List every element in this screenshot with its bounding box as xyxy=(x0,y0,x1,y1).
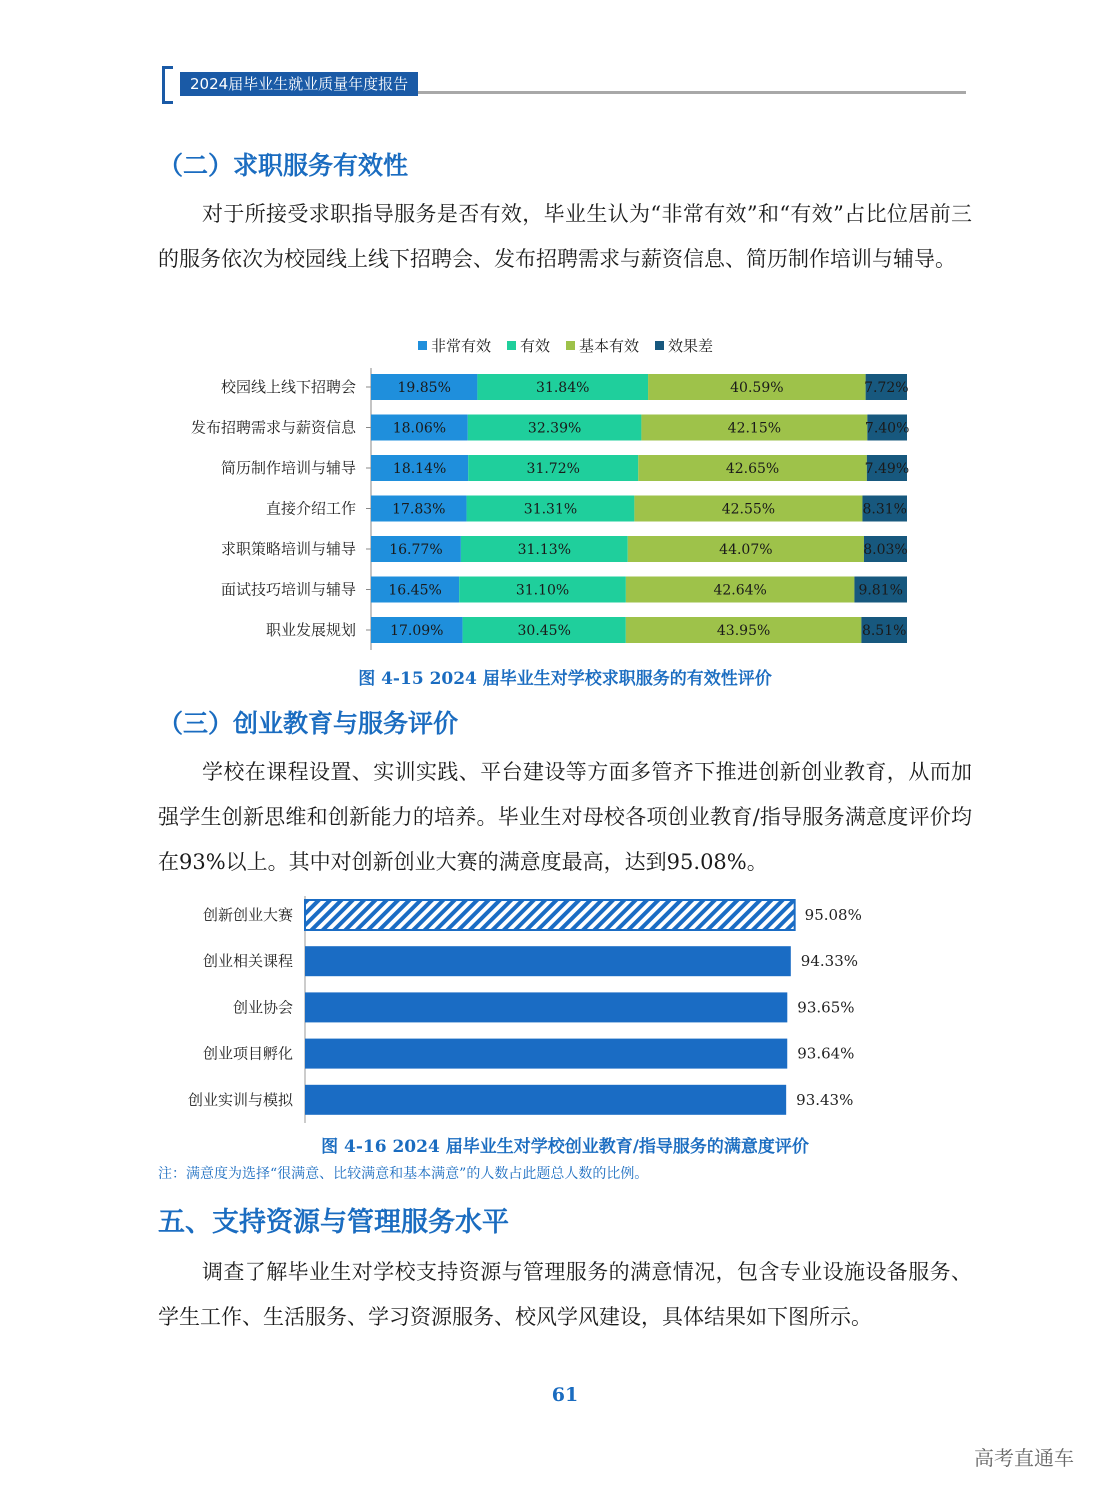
page-number: 61 xyxy=(551,1384,579,1406)
paragraph-job-service: 对于所接受求职指导服务是否有效，毕业生认为“非常有效”和“有效”占比位居前三的服务依次为校园线上线下招聘会、发布招聘需求与薪资信息、简历制作培训与辅导。 xyxy=(158,202,972,271)
data-label-5-0: 16.45% xyxy=(388,582,442,599)
bar-2 xyxy=(305,992,787,1022)
legend-swatch-1 xyxy=(507,341,516,350)
category-label-0: 校园线上线下招聘会 xyxy=(220,378,356,396)
figure-note: 注：满意度为选择“很满意、比较满意和基本满意”的人数占此题总人数的比例。 xyxy=(158,1166,649,1182)
data-label-6-3: 8.51% xyxy=(861,623,907,639)
data-label-3-3: 8.31% xyxy=(862,501,907,518)
legend-swatch-0 xyxy=(418,341,427,350)
value-label-3: 93.64% xyxy=(797,1044,855,1063)
legend-swatch-2 xyxy=(566,341,575,350)
category-label-4: 创业实训与模拟 xyxy=(187,1090,293,1109)
data-label-2-2: 42.65% xyxy=(725,461,780,477)
paragraph-support-resources: 调查了解毕业生对学校支持资源与管理服务的满意情况，包含专业设施设备服务、学生工作、生活服务、学习资源服务、校风学风建设，具体结果如下图所示。 xyxy=(158,1260,972,1329)
header-bracket xyxy=(162,66,173,104)
data-label-1-0: 18.06% xyxy=(392,420,447,437)
legend-swatch-3 xyxy=(655,341,664,350)
data-label-1-2: 42.15% xyxy=(727,420,782,437)
value-label-4: 93.43% xyxy=(796,1090,854,1109)
bar-0 xyxy=(305,900,795,930)
data-label-2-0: 18.14% xyxy=(392,461,447,477)
data-label-2-3: 7.49% xyxy=(864,461,910,477)
paragraph-entrepreneurship: 学校在课程设置、实训实践、平台建设等方面多管齐下推进创新创业教育，从而加强学生创新思维和创新能力的培养。毕业生对母校各项创业教育/指导服务满意度评价均在93%以上。其中对创新创业大赛的满意度最高，达到95.08%。 xyxy=(158,760,972,874)
data-label-5-2: 42.64% xyxy=(713,582,767,599)
bar-chart-satisfaction xyxy=(0,888,1102,1128)
data-label-3-0: 17.83% xyxy=(392,501,446,518)
data-label-0-2: 40.59% xyxy=(730,380,784,396)
bar-1 xyxy=(305,946,791,976)
data-label-0-3: 7.72% xyxy=(864,380,909,396)
data-label-4-0: 16.77% xyxy=(389,542,443,558)
category-label-1: 创业相关课程 xyxy=(202,952,293,971)
legend-label-0: 非常有效 xyxy=(431,337,492,355)
legend-label-2: 基本有效 xyxy=(579,337,640,355)
figure-caption-4-15: 图 4-15 2024 届毕业生对学校求职服务的有效性评价 xyxy=(358,669,772,689)
stacked-bar-chart-effectiveness xyxy=(0,330,1102,650)
data-label-4-2: 44.07% xyxy=(719,542,773,558)
data-label-4-1: 31.13% xyxy=(517,542,572,558)
data-label-4-3: 8.03% xyxy=(863,542,908,558)
category-label-6: 职业发展规划 xyxy=(265,621,356,639)
data-label-1-1: 32.39% xyxy=(527,420,582,437)
category-label-0: 创新创业大赛 xyxy=(202,906,293,924)
data-label-0-1: 31.84% xyxy=(536,380,590,396)
value-label-1: 94.33% xyxy=(800,952,859,971)
data-label-5-3: 9.81% xyxy=(858,582,903,599)
data-label-1-3: 7.40% xyxy=(864,420,910,437)
report-header-title: 2024届毕业生就业质量年度报告 xyxy=(180,72,418,96)
figure-caption-4-16: 图 4-16 2024 届毕业生对学校创业教育/指导服务的满意度评价 xyxy=(321,1137,809,1157)
watermark-text: 高考直通车 xyxy=(974,1446,1074,1470)
data-label-2-1: 31.72% xyxy=(526,461,580,477)
category-label-1: 发布招聘需求与薪资信息 xyxy=(190,418,356,437)
legend-label-1: 有效 xyxy=(520,337,551,355)
category-label-5: 面试技巧培训与辅导 xyxy=(220,580,356,599)
category-label-4: 求职策略培训与辅导 xyxy=(220,540,356,558)
data-label-5-1: 31.10% xyxy=(515,582,570,599)
legend-label-3: 效果差 xyxy=(668,337,714,355)
value-label-0: 95.08% xyxy=(804,906,862,924)
data-label-3-2: 42.55% xyxy=(721,501,776,518)
category-label-3: 创业项目孵化 xyxy=(202,1044,293,1063)
category-label-2: 简历制作培训与辅导 xyxy=(220,459,356,477)
data-label-6-1: 30.45% xyxy=(517,623,571,639)
value-label-2: 93.65% xyxy=(797,998,855,1017)
category-label-3: 直接介绍工作 xyxy=(265,499,356,518)
data-label-6-0: 17.09% xyxy=(390,623,444,639)
section-heading-entrepreneurship: （三）创业教育与服务评价 xyxy=(158,709,459,738)
data-label-3-1: 31.31% xyxy=(523,501,578,518)
category-label-2: 创业协会 xyxy=(232,998,293,1017)
bar-4 xyxy=(305,1085,786,1115)
section-heading-job-service: （二）求职服务有效性 xyxy=(158,151,409,180)
data-label-0-0: 19.85% xyxy=(397,380,451,396)
bar-3 xyxy=(305,1039,787,1069)
section-heading-support-resources: 五、支持资源与管理服务水平 xyxy=(158,1207,509,1238)
data-label-6-2: 43.95% xyxy=(716,623,771,639)
